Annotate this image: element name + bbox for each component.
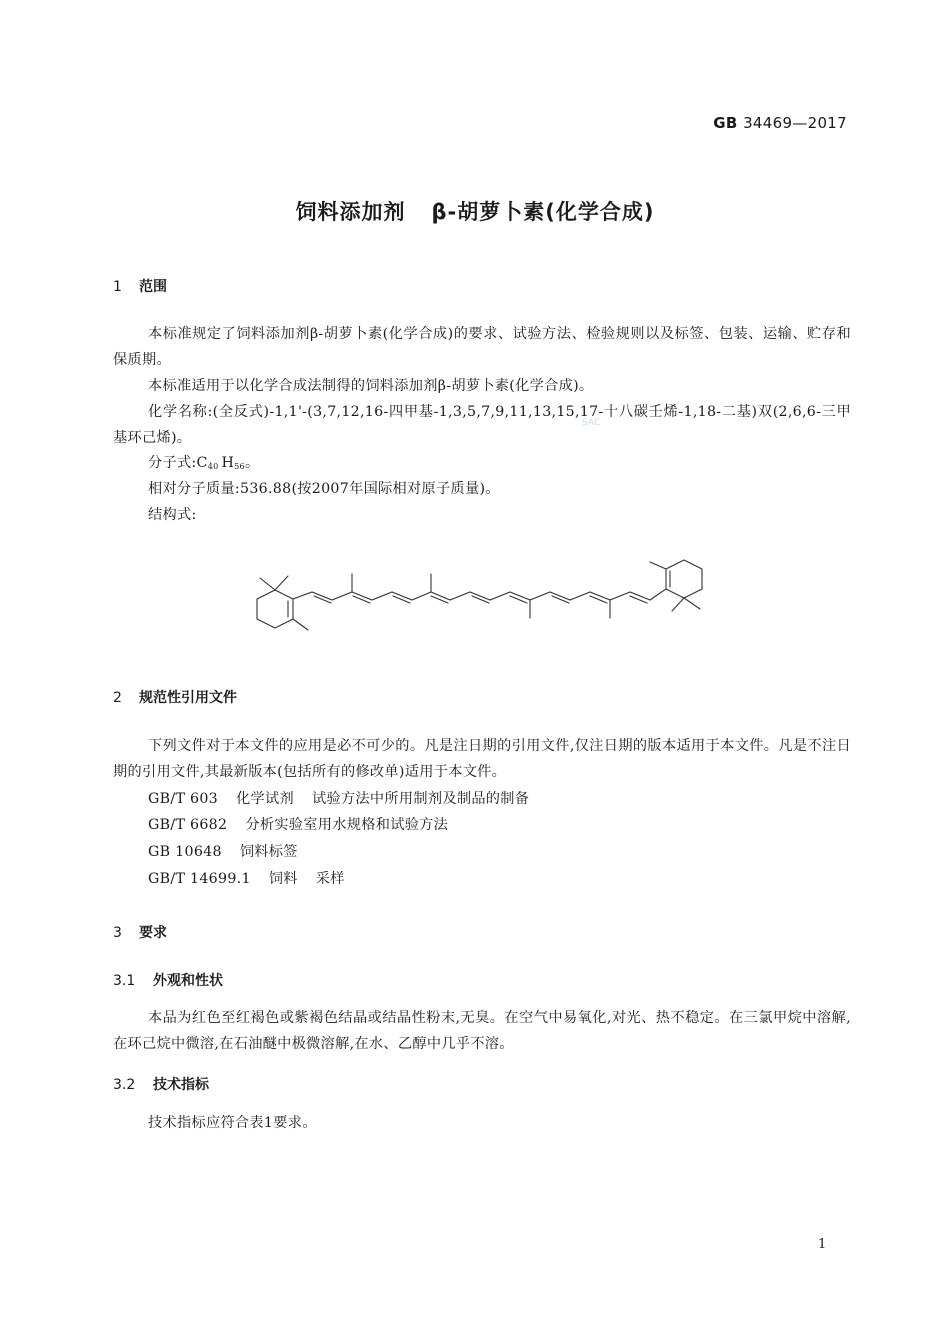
reference-code: GB/T 603 xyxy=(148,791,218,807)
scope-paragraph-2: 本标准适用于以化学合成法制得的饲料添加剂β-胡萝卜素(化学合成)。 xyxy=(148,378,594,394)
section-number: 3.2 xyxy=(113,1077,136,1093)
standard-prefix: GB xyxy=(713,114,738,132)
reference-title: 饲料标签 xyxy=(239,844,298,860)
reference-title-2: 采样 xyxy=(315,871,345,887)
section-title: 技术指标 xyxy=(153,1077,209,1093)
section-number: 3 xyxy=(113,925,122,941)
standard-number: 34469—2017 xyxy=(743,114,847,132)
chemical-name: 化学名称:(全反式)-1,1'-(3,7,12,16-四甲基-1,3,5,7,9,11,13,15,17-十八碳壬烯-1,18-二基)双(2,6,6-三甲基环己烯)。 xyxy=(113,404,851,446)
formula-hydrogen-count: 56 xyxy=(234,462,245,471)
section-number: 1 xyxy=(113,279,122,295)
formula-carbon: C xyxy=(196,455,208,471)
section-number: 3.1 xyxy=(113,973,136,989)
reference-code: GB/T 14699.1 xyxy=(148,871,251,887)
section-3-1-heading xyxy=(113,970,223,990)
standard-code xyxy=(713,114,847,132)
references-intro: 下列文件对于本文件的应用是必不可少的。凡是注日期的引用文件,仅注日期的版本适用于本文件。凡是不注日期的引用文件,其最新版本(包括所有的修改单)适用于本文件。 xyxy=(113,738,851,780)
reference-title: 饲料 xyxy=(268,871,298,887)
scope-paragraph-1: 本标准规定了饲料添加剂β-胡萝卜素(化学合成)的要求、试验方法、检验规则以及标签、包装、运输、贮存和保质期。 xyxy=(113,326,851,368)
formula-carbon-count: 40 xyxy=(207,462,219,471)
formula-hydrogen: H xyxy=(221,455,235,471)
section-number: 2 xyxy=(113,690,122,706)
section-3-heading xyxy=(113,922,167,942)
sac-watermark: SAC xyxy=(582,418,601,428)
section-2-heading xyxy=(113,687,237,707)
reference-item xyxy=(148,812,448,838)
section-3-2-heading xyxy=(113,1074,209,1094)
reference-item xyxy=(148,786,529,812)
structure-label: 结构式: xyxy=(148,507,197,523)
page-number: 1 xyxy=(818,1237,827,1252)
reference-title: 分析实验室用水规格和试验方法 xyxy=(245,817,449,833)
document-title xyxy=(0,196,950,226)
section-title: 范围 xyxy=(139,279,167,295)
reference-title: 化学试剂 xyxy=(236,791,294,807)
formula-end: 。 xyxy=(244,455,260,471)
section-1-heading xyxy=(113,276,167,296)
reference-item xyxy=(148,839,298,865)
section-title: 规范性引用文件 xyxy=(139,690,237,706)
formula-label: 分子式: xyxy=(148,455,197,471)
reference-code: GB/T 6682 xyxy=(148,817,228,833)
beta-carotene-structure xyxy=(240,556,710,636)
reference-item xyxy=(148,866,345,892)
technical-spec-paragraph: 技术指标应符合表1要求。 xyxy=(148,1115,317,1131)
section-title: 要求 xyxy=(139,925,167,941)
title-part-2: β-胡萝卜素(化学合成) xyxy=(431,200,655,224)
reference-title-2: 试验方法中所用制剂及制品的制备 xyxy=(311,791,530,807)
title-part-1: 饲料添加剂 xyxy=(295,200,406,224)
molecular-mass: 相对分子质量:536.88(按2007年国际相对原子质量)。 xyxy=(148,481,500,497)
appearance-paragraph: 本品为红色至红褐色或紫褐色结晶或结晶性粉末,无臭。在空气中易氧化,对光、热不稳定。在三氯甲烷中溶解,在环己烷中微溶,在石油醚中极微溶解,在水、乙醇中几乎不溶。 xyxy=(113,1010,851,1052)
reference-code: GB 10648 xyxy=(148,844,222,860)
section-title: 外观和性状 xyxy=(153,973,223,989)
